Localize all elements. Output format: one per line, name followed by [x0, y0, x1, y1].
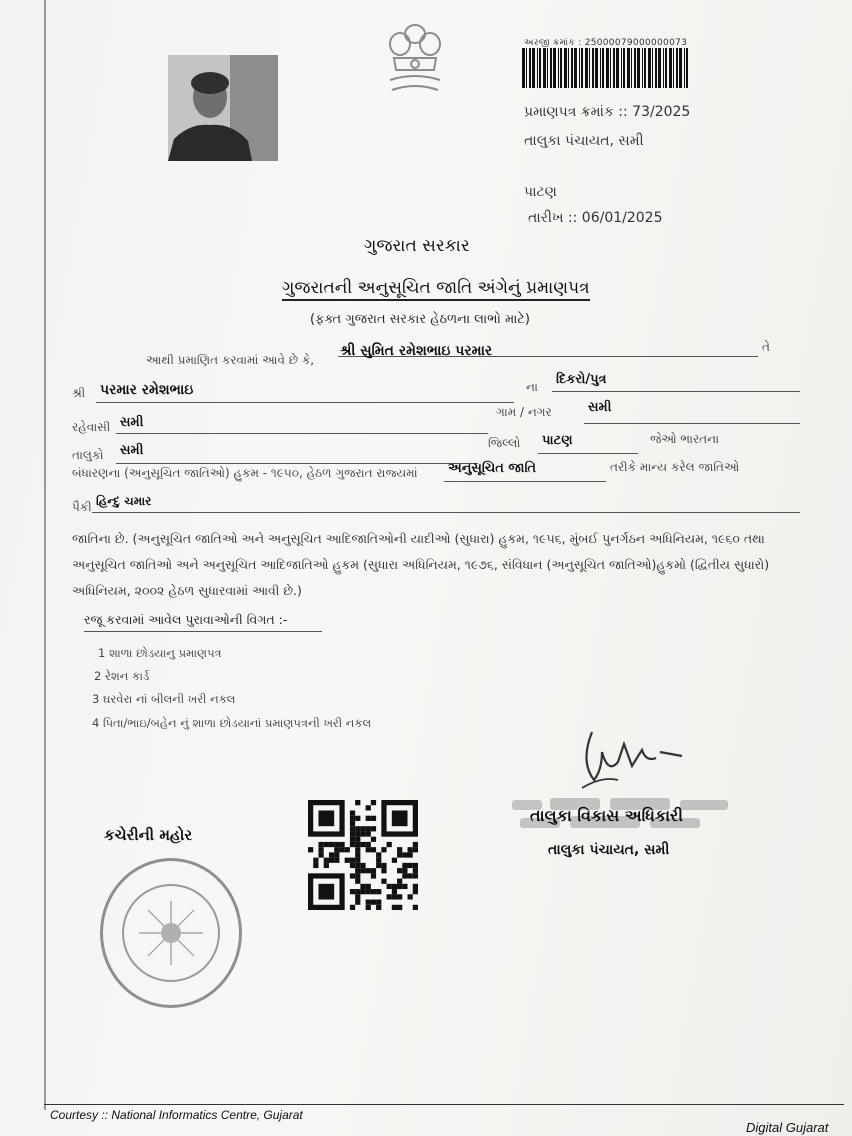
evidence-heading: રજૂ કરવામાં આવેલ પુરાવાઓની વિગત :- — [84, 612, 288, 627]
relation: દિકરો/પુત્ર — [556, 372, 607, 387]
officer-office: તાલુકા પંચાયત, સમી — [548, 842, 670, 858]
qr-module — [360, 826, 365, 831]
qr-module — [397, 905, 402, 910]
certify-prefix: આથી પ્રમાણિત કરવામાં આવે છે કે, — [146, 353, 315, 367]
father-name: પરમાર રમેશભાઇ — [100, 382, 194, 398]
qr-module — [345, 858, 350, 863]
qr-finder — [392, 810, 408, 826]
round-seal-icon — [103, 861, 239, 1005]
category-value: અનુસૂચિત જાતિ — [448, 461, 537, 476]
taluka-underline — [116, 463, 478, 464]
evidence-item: 2 રેશન કાર્ડ — [94, 669, 150, 683]
qr-code — [308, 800, 418, 910]
qr-module — [371, 873, 376, 878]
qr-module — [376, 905, 381, 910]
qr-module — [313, 858, 318, 863]
qr-module — [366, 900, 371, 905]
barcode-bar — [676, 48, 678, 88]
qr-module — [371, 826, 376, 831]
qr-module — [355, 894, 360, 899]
qr-module — [355, 873, 360, 878]
qr-module — [366, 842, 371, 847]
barcode-bar — [610, 48, 611, 88]
qr-module — [392, 858, 397, 863]
legal-line-2: અનુસૂચિત જાતિઓ અને અનુસૂચિત આદિજાતિઓ હુકમ (સુધારા અધિનિયમ, ૧૯૭૬, સંવિધાન (અનુસૂચિત જાતિઓ)હુકમો (દ્વિતીય સુધારો) — [72, 557, 770, 572]
barcode-bar — [550, 48, 552, 88]
qr-module — [408, 852, 413, 857]
barcode-bar — [634, 48, 636, 88]
qr-module — [350, 905, 355, 910]
qr-module — [376, 852, 381, 857]
officer-title: તાલુકા વિકાસ અધિકારી — [530, 806, 683, 825]
qr-module — [334, 858, 339, 863]
caste-prefix: પૈકી — [72, 500, 92, 514]
qr-module — [376, 900, 381, 905]
barcode-bar — [564, 48, 567, 88]
barcode-bar — [574, 48, 577, 88]
qr-module — [366, 805, 371, 810]
barcode-bar — [539, 48, 541, 88]
barcode-bar — [543, 48, 546, 88]
issuing-office: તાલુકા પંચાયત, સમી — [524, 133, 644, 149]
qr-module — [318, 852, 323, 857]
qr-module — [402, 863, 407, 868]
qr-module — [371, 900, 376, 905]
district-label: જિલ્લો — [488, 436, 521, 450]
barcode-bar — [595, 48, 598, 88]
barcode-bar — [679, 48, 682, 88]
qr-module — [339, 842, 344, 847]
qr-module — [413, 863, 418, 868]
certificate-subtitle: (ફક્ત ગુજરાત સરકાર હેઠળના લાભો માટે) — [310, 312, 530, 327]
legal-line-3: અધિનિયમ, ૨૦૦૨ હેઠળ સુધારવામાં આવી છે.) — [72, 583, 302, 598]
qr-module — [366, 884, 371, 889]
qr-module — [413, 873, 418, 878]
qr-module — [350, 873, 355, 878]
caste-underline — [92, 512, 800, 513]
qr-module — [366, 847, 371, 852]
qr-module — [334, 852, 339, 857]
qr-module — [413, 847, 418, 852]
qr-module — [360, 868, 365, 873]
barcode-bar — [537, 48, 538, 88]
barcode-bar — [589, 48, 590, 88]
barcode-bar — [655, 48, 657, 88]
applicant-name: શ્રી સુમિત રમેશભાઇ પરમાર — [340, 343, 493, 359]
barcode-bar — [568, 48, 569, 88]
qr-module — [387, 884, 392, 889]
barcode-bar — [669, 48, 672, 88]
father-underline — [96, 402, 514, 403]
qr-module — [408, 873, 413, 878]
qr-module — [387, 842, 392, 847]
qr-module — [408, 894, 413, 899]
barcode-bar — [600, 48, 601, 88]
header-district: પાટણ — [524, 184, 557, 200]
legal-paragraph — [72, 526, 812, 604]
qr-module — [397, 852, 402, 857]
office-seal-label: કચેરીની મહોર — [104, 826, 193, 844]
village-value: સમી — [588, 400, 612, 415]
qr-module — [355, 852, 360, 857]
office-stamp — [100, 858, 242, 1008]
qr-module — [318, 847, 323, 852]
qr-module — [413, 889, 418, 894]
qr-module — [324, 858, 329, 863]
applicant-photo — [168, 55, 278, 161]
qr-module — [329, 852, 334, 857]
qr-finder — [318, 810, 334, 826]
barcode-bar — [644, 48, 646, 88]
evidence-item: 4 પિતા/ભાઇ/બહેન નું શાળા છોડયાનાં પ્રમાણપત્રની ખરી નકલ — [92, 716, 372, 730]
qr-module — [339, 847, 344, 852]
barcode-bar — [673, 48, 674, 88]
qr-module — [360, 842, 365, 847]
qr-module — [355, 816, 360, 821]
barcode-bar — [616, 48, 619, 88]
qr-module — [381, 868, 386, 873]
qr-module — [350, 837, 355, 842]
issue-date: તારીખ :: 06/01/2025 — [528, 210, 663, 226]
qr-module — [376, 863, 381, 868]
qr-module — [329, 858, 334, 863]
qr-module — [366, 816, 371, 821]
footer-rule — [44, 1104, 844, 1105]
village-label: ગામ / નગર — [496, 405, 552, 419]
footer-brand: Digital Gujarat — [746, 1120, 829, 1135]
barcode-bar — [648, 48, 651, 88]
barcode-bar — [642, 48, 643, 88]
barcode-bar — [613, 48, 615, 88]
government-title: ગુજરાત સરકાર — [364, 236, 470, 256]
taluka-value: સમી — [120, 443, 144, 458]
qr-module — [360, 863, 365, 868]
qr-module — [318, 842, 323, 847]
qr-module — [355, 868, 360, 873]
qr-module — [397, 868, 402, 873]
qr-module — [350, 821, 355, 826]
barcode-bar — [602, 48, 604, 88]
qr-module — [360, 831, 365, 836]
qr-module — [366, 831, 371, 836]
qr-module — [397, 847, 402, 852]
constitution-text: બંધારણના (અનુસૂચિત જાતિઓ) હુકમ - ૧૯૫૦, હેઠળ ગુજરાત રાજ્યમાં — [72, 466, 418, 480]
qr-module — [355, 847, 360, 852]
qr-module — [350, 889, 355, 894]
qr-module — [355, 863, 360, 868]
evidence-item: 1 શાળા છોડયાનુ પ્રમાણપત્ર — [98, 646, 222, 660]
barcode-bar — [579, 48, 580, 88]
barcode-bar — [581, 48, 583, 88]
barcode-bar — [592, 48, 594, 88]
bharat-suffix: જેઓ ભારતના — [650, 432, 720, 446]
state-emblem-icon — [378, 20, 452, 102]
qr-module — [402, 884, 407, 889]
qr-module — [324, 863, 329, 868]
application-number: અરજી ક્રમાંક : 25000079000000073 — [524, 38, 688, 48]
taluka-label: તાલુકો — [72, 448, 104, 462]
barcode-bar — [529, 48, 531, 88]
person-photo-icon — [168, 55, 278, 161]
qr-module — [366, 905, 371, 910]
te-label: તે — [762, 340, 770, 354]
barcode-bar — [627, 48, 630, 88]
qr-module — [402, 873, 407, 878]
qr-module — [381, 863, 386, 868]
barcode-bar — [621, 48, 622, 88]
qr-module — [313, 863, 318, 868]
qr-module — [402, 868, 407, 873]
district-value: પાટણ — [542, 433, 573, 448]
qr-module — [397, 884, 402, 889]
resident-underline — [116, 433, 488, 434]
qr-module — [371, 868, 376, 873]
qr-module — [360, 884, 365, 889]
qr-module — [392, 894, 397, 899]
qr-module — [366, 826, 371, 831]
qr-module — [355, 858, 360, 863]
qr-module — [355, 879, 360, 884]
qr-module — [397, 894, 402, 899]
qr-module — [376, 858, 381, 863]
qr-module — [355, 826, 360, 831]
qr-module — [350, 863, 355, 868]
barcode-bar — [652, 48, 653, 88]
barcode-bar — [658, 48, 661, 88]
qr-module — [350, 842, 355, 847]
recognized-text: તરીકે માન્ય કરેલ જાતિઓ — [610, 460, 740, 474]
qr-module — [371, 889, 376, 894]
qr-finder — [318, 884, 334, 900]
barcode-bar — [684, 48, 685, 88]
shri-prefix: શ્રી — [72, 386, 86, 400]
barcode-bar — [623, 48, 625, 88]
barcode-bar — [558, 48, 559, 88]
qr-module — [350, 858, 355, 863]
qr-module — [355, 800, 360, 805]
qr-module — [413, 868, 418, 873]
evidence-item: 3 ઘરવેરા નાં બીલની ખરી નકલ — [92, 692, 236, 706]
qr-module — [408, 863, 413, 868]
na-label: ના — [526, 380, 538, 394]
qr-module — [355, 831, 360, 836]
qr-module — [350, 810, 355, 815]
qr-module — [360, 889, 365, 894]
qr-module — [392, 905, 397, 910]
qr-module — [324, 842, 329, 847]
barcode-bar — [532, 48, 535, 88]
certificate-title: ગુજરાતની અનુસૂચિત જાતિ અંગેનું પ્રમાણપત્ર — [282, 278, 590, 301]
qr-module — [366, 868, 371, 873]
category-underline — [444, 481, 606, 482]
relation-underline — [552, 391, 800, 392]
qr-module — [397, 879, 402, 884]
qr-module — [371, 847, 376, 852]
barcode-bar — [665, 48, 667, 88]
qr-module — [345, 847, 350, 852]
qr-module — [413, 842, 418, 847]
barcode-bar — [585, 48, 588, 88]
barcode-bar — [663, 48, 664, 88]
barcode-bar — [553, 48, 556, 88]
qr-module — [381, 847, 386, 852]
qr-module — [350, 826, 355, 831]
resident-label: રહેવાસી — [72, 420, 111, 434]
qr-module — [329, 842, 334, 847]
qr-module — [402, 852, 407, 857]
village-underline — [584, 423, 800, 424]
qr-module — [350, 831, 355, 836]
qr-module — [408, 847, 413, 852]
barcode-bar — [606, 48, 609, 88]
qr-module — [355, 842, 360, 847]
qr-module — [413, 884, 418, 889]
barcode-bar — [522, 48, 525, 88]
barcode-bar — [560, 48, 562, 88]
qr-module — [371, 800, 376, 805]
barcode-bar — [526, 48, 527, 88]
legal-line-1: જાતિના છે. (અનુસૂચિત જાતિઓ અને અનુસૂચિત આદિજાતિઓની યાદીઓ (સુધારા) હુકમ, ૧૯૫૬, મુંબઈ પુનર્ગઠન અધિનિયમ, ૧૯૬૦ તથા — [72, 531, 765, 546]
qr-module — [366, 889, 371, 894]
qr-module — [355, 837, 360, 842]
district-underline — [538, 453, 638, 454]
qr-module — [413, 905, 418, 910]
qr-module — [308, 847, 313, 852]
footer-courtesy: Courtesy :: National Informatics Centre, Gujarat — [50, 1108, 303, 1122]
qr-module — [334, 842, 339, 847]
qr-module — [355, 900, 360, 905]
qr-module — [381, 879, 386, 884]
barcode-bar — [547, 48, 548, 88]
qr-module — [350, 816, 355, 821]
certificate-number: પ્રમાણપત્ર ક્રમાંક :: 73/2025 — [524, 104, 691, 120]
qr-module — [355, 889, 360, 894]
barcode-bar — [686, 48, 688, 88]
qr-module — [387, 894, 392, 899]
barcode-bar — [571, 48, 573, 88]
qr-module — [334, 847, 339, 852]
caste-value: હિન્દુ ચમાર — [96, 494, 152, 508]
barcode — [522, 48, 692, 88]
qr-module — [371, 816, 376, 821]
evidence-heading-underline — [84, 631, 322, 632]
qr-module — [392, 884, 397, 889]
resident-value: સમી — [120, 415, 144, 430]
qr-module — [392, 889, 397, 894]
barcode-bar — [631, 48, 632, 88]
qr-module — [371, 837, 376, 842]
barcode-bar — [637, 48, 640, 88]
qr-module — [376, 889, 381, 894]
